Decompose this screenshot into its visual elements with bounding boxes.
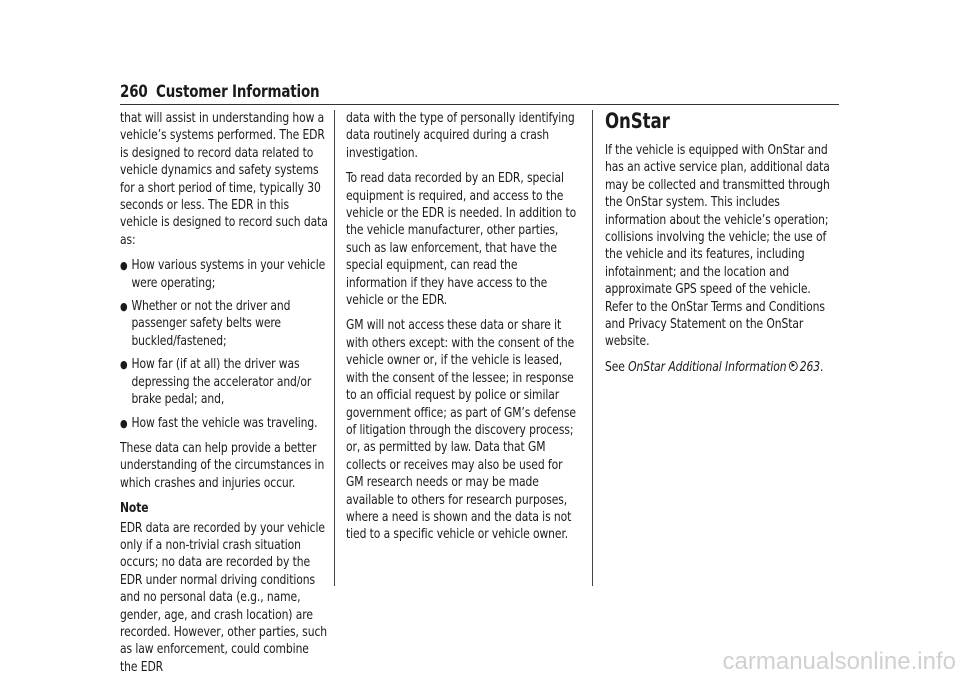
gm-access-paragraph: GM will not access these data or share it with others except: with the consent of the vehicle owner or, if the vehicle is leased, with the consent of the lessee; in response to an official request by police or similar government office; as part of GM’s defense of litigation through the discovery process; or, as permitted by law. Data that GM collects or receives may also be used for GM research needs or may be made available to others for research purposes, where a need is shown and the data is not tied to a specific vehicle or vehicle owner. (346, 317, 576, 543)
column-2 (346, 110, 576, 552)
onstar-additional-info-link[interactable]: OnStar Additional Information (628, 358, 787, 375)
column-divider-1 (334, 110, 335, 586)
edr-intro-paragraph: that will assist in understanding how a vehicle’s systems performed. The EDR is designed to record data related to vehicle dynamics and safety systems for a short period of time, typically 30 seconds or less. The EDR in this vehicle is designed to record such data as: (120, 110, 328, 248)
onstar-heading: OnStar (605, 109, 670, 133)
edr-continuation-paragraph: data with the type of personally identifying data routinely acquired during a crash investigation. (346, 110, 575, 161)
page-reference-number[interactable]: 263 (799, 358, 820, 375)
edr-understanding-paragraph: These data can help provide a better understanding of the circumstances in which crashes and injuries occur. (120, 439, 325, 491)
watermark: carmanualsonline.info (722, 648, 956, 675)
note-text: EDR data are recorded by your vehicle only if a non-trivial crash situation occurs; no data are recorded by the EDR under normal driving conditions and no personal data (e.g., name, gender, age, and crash location) are recorded. However, other parties, such as law enforcement, could combine the EDR (120, 519, 328, 675)
edr-data-list (120, 257, 329, 432)
list-item: ● Whether or not the driver and passenger safety belts were buckled/fastened; (120, 298, 291, 349)
page-number: 260 (120, 82, 148, 102)
column-1 (120, 110, 330, 684)
edr-reading-paragraph: To read data recorded by an EDR, special equipment is required, and access to the vehicle or the EDR is needed. In addition to the vehicle manufacturer, other parties, such as law enforcement, that have the special equipment, can read the information if they have access to the vehicle or the EDR. (346, 170, 577, 309)
see-reference: See OnStar Additional Information 263. (605, 358, 824, 375)
page-header (120, 82, 839, 105)
list-item: ● How far (if at all) the driver was depressing the accelerator and/or brake pedal; and, (120, 356, 312, 408)
bullet-icon: ● (120, 416, 128, 430)
section-title (156, 82, 319, 102)
bullet-icon: ● (120, 358, 128, 372)
note-heading: Note (120, 500, 149, 517)
column-3 (605, 110, 837, 384)
list-item: ● How fast the vehicle was traveling. (120, 414, 318, 431)
bullet-icon: ● (120, 259, 128, 273)
onstar-paragraph: If the vehicle is equipped with OnStar and has an active service plan, additional data may be collected and transmitted through the OnStar system. This includes information about the vehicle’s operation; collisions involving the vehicle; the use of the vehicle and its features, including infotainment; and the location and approximate GPS speed of the vehicle. Refer to the OnStar Terms and Conditions and Privacy Statement on the OnStar website. (605, 142, 830, 350)
bullet-icon: ● (120, 300, 128, 314)
page-reference-icon (789, 361, 798, 371)
section-title-text: Customer Information (156, 82, 320, 102)
column-divider-2 (592, 110, 593, 586)
list-item: ● How various systems in your vehicle were operating; (120, 257, 326, 291)
